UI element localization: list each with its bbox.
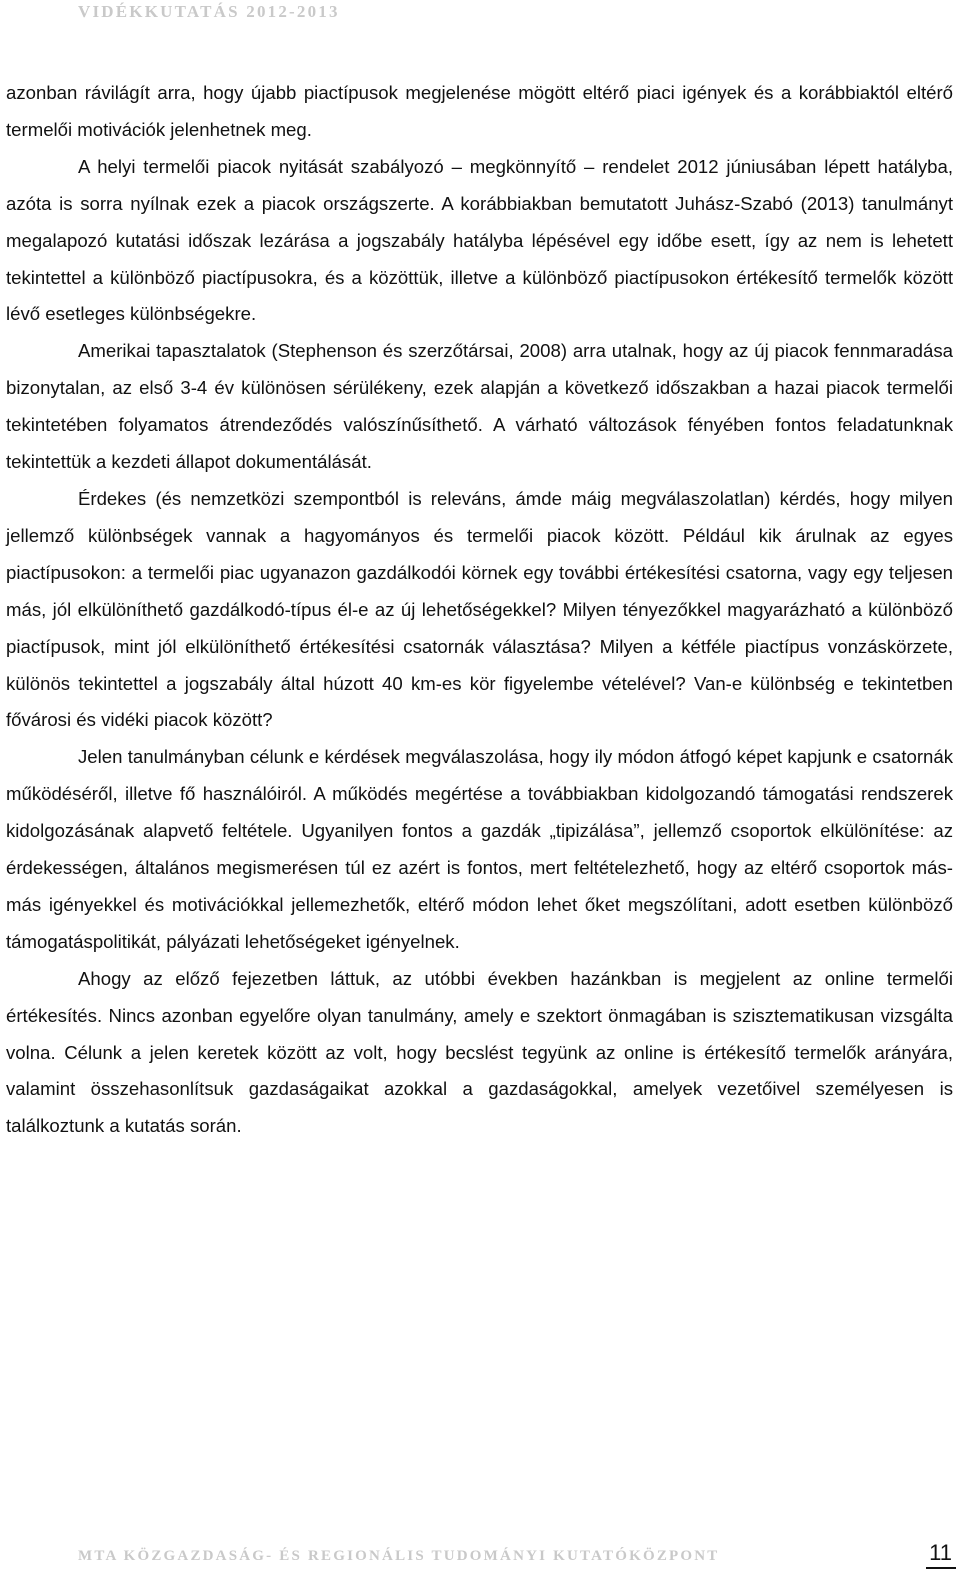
page-number-underline — [926, 1567, 956, 1569]
page-number: 11 — [929, 1540, 952, 1565]
paragraph-1: azonban rávilágít arra, hogy újabb piactípusok megjelenése mögött eltérő piaci igények és a korábbiaktól eltérő termelői motivációk jelenhetnek meg. — [6, 82, 953, 140]
footer-institution: MTA KÖZGAZDASÁG- ÉS REGIONÁLIS TUDOMÁNYI KUTATÓKÖZPONT — [78, 1548, 720, 1564]
paragraph-4: Érdekes (és nemzetközi szempontból is releváns, ámde máig megválaszolatlan) kérdés, hogy milyen jellemző különbségek vannak a hagyományos és termelői piacok között. Például kik árulnak az egyes piactípusokon: a termelői piac ugyanazon gazdálkodói körnek egy további értékesítési csatorna, vagy egy teljesen más, jól elkülöníthető gazdálkodó-típus él-e az új lehetőségekkel? Milyen tényezőkkel magyarázható a különböző piactípusok, mint jól elkülöníthető értékesítési csatornák választása? Milyen a kétféle piactípus vonzáskörzete, különös tekintettel a jogszabály által húzott 40 km-es kör figyelembe vételével? Van-e különbség e tekintetben fővárosi és vidéki piacok között? — [6, 487, 953, 731]
paragraph-5: Jelen tanulmányban célunk e kérdések megválaszolása, hogy ily módon átfogó képet kapjunk e csatornák működéséről, illetve fő használóiról. A működés megértése a továbbiakban kidolgozandó támogatási rendszerek kidolgozásának alapvető feltétele. Ugyanilyen fontos a gazdák „tipizálása”, jellemző csoportok elkülönítése: az érdekességen, általános megismerésen túl ez azért is fontos, mert feltételezhető, hogy az eltérő csoportok más-más igényekkel és motivációkkal jellemezhetők, eltérő módon lehet őket megszólítani, adott esetben különböző támogatáspolitikát, pályázati lehetőségeket igényelnek. — [6, 746, 953, 952]
running-header: VIDÉKKUTATÁS 2012-2013 — [78, 2, 340, 21]
paragraph-2: A helyi termelői piacok nyitását szabályozó – megkönnyítő – rendelet 2012 júniusában lépett hatályba, azóta is sorra nyílnak ezek a piacok országszerte. A korábbiakban bemutatott Juhász-Szabó (2013) tanulmányt megalapozó kutatási időszak lezárása a jogszabály hatályba lépésével egy időbe esett, így az nem is lehetett tekintettel a különböző piactípusokra, és a közöttük, illetve a különböző piactípusokon értékesítő termelők között lévő esetleges különbségekre. — [6, 155, 953, 325]
paragraph-6: Ahogy az előző fejezetben láttuk, az utóbbi években hazánkban is megjelent az online termelői értékesítés. Nincs azonban egyelőre olyan tanulmány, amely e szektort önmagában is szisztematikusan vizsgálta volna. Célunk a jelen keretek között az volt, hogy becslést tegyünk az online is értékesítő termelők arányára, valamint összehasonlítsuk gazdaságaikat azokkal a gazdaságokkal, amelyek vezetőivel személyesen is találkoztunk a kutatás során. — [6, 967, 953, 1137]
paragraph-3: Amerikai tapasztalatok (Stephenson és szerzőtársai, 2008) arra utalnak, hogy az új piacok fennmaradása bizonytalan, az első 3-4 év különösen sérülékeny, ezek alapján a következő időszakban a hazai piacok termelői tekintetében folyamatos átrendeződés valószínűsíthető. A várható változások fényében fontos feladatunknak tekintettük a kezdeti állapot dokumentálását. — [6, 340, 953, 473]
document-body — [6, 75, 953, 1145]
